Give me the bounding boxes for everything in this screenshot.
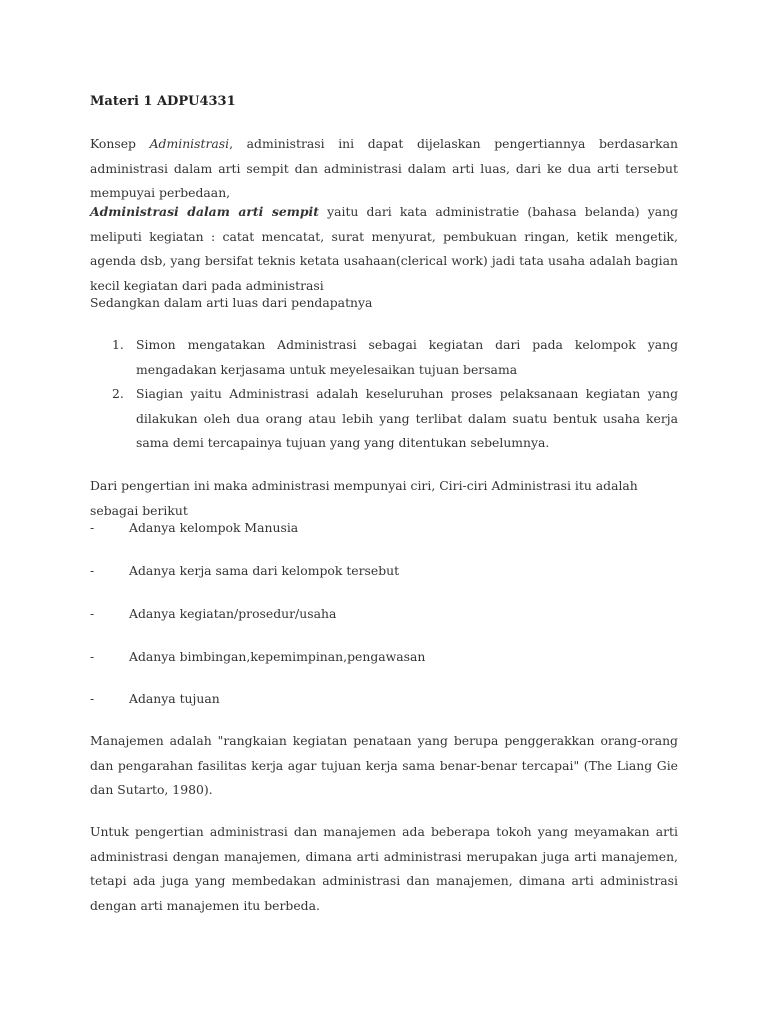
paragraph-konsep-italic: Administrasi xyxy=(149,136,230,151)
bullet-text: Adanya tujuan xyxy=(129,691,220,706)
numbered-item-2 xyxy=(90,382,678,456)
numbered-item-number: 2. xyxy=(112,386,124,401)
document-title: Materi 1 ADPU4331 xyxy=(90,94,236,109)
bullet-dash: - xyxy=(90,520,95,535)
numbered-item-number: 1. xyxy=(112,337,124,352)
bullet-dash: - xyxy=(90,649,95,664)
bullet-dash: - xyxy=(90,563,95,578)
bullet-text: Adanya kelompok Manusia xyxy=(129,520,299,535)
bullet-text: Adanya kerja sama dari kelompok tersebut xyxy=(129,563,400,578)
paragraph-arti-sempit-term: Administrasi dalam arti sempit xyxy=(90,204,319,219)
paragraph-konsep-post: , administrasi ini dapat dijelaskan pengertiannya berdasarkan administrasi dalam arti sempit dan administrasi dalam arti luas, dari ke dua arti tersebut mempuyai perbedaan, xyxy=(90,136,678,201)
bullet-dash: - xyxy=(90,691,95,706)
numbered-item-1 xyxy=(90,333,678,383)
bullet-text: Adanya bimbingan,kepemimpinan,pengawasan xyxy=(129,649,426,664)
paragraph-konsep xyxy=(90,132,678,206)
paragraph-konsep-pre: Konsep xyxy=(90,136,150,151)
numbered-item-text: Siagian yaitu Administrasi adalah keseluruhan proses pelaksanaan kegiatan yang dilakukan oleh dua orang atau lebih yang terlibat dalam suatu bentuk usaha kerja sama demi tercapainya tujuan yang yang ditentukan sebelumnya. xyxy=(136,386,678,451)
paragraph-arti-sempit xyxy=(90,200,678,298)
paragraph-arti-sempit-body: yaitu dari kata administratie (bahasa belanda) yang meliputi kegiatan : catat mencatat, surat menyurat, pembukuan ringan, ketik mengetik, agenda dsb, yang bersifat teknis ketata usahaan(clerical work) jadi tata usaha adalah bagian kecil kegiatan dari pada administrasi xyxy=(90,204,679,293)
numbered-item-text: Simon mengatakan Administrasi sebagai kegiatan dari pada kelompok yang mengadakan kerjasama untuk meyelesaikan tujuan bersama xyxy=(136,337,678,377)
paragraph-ciri-intro: Dari pengertian ini maka administrasi mempunyai ciri, Ciri-ciri Administrasi itu adalah sebagai berikut xyxy=(90,478,638,518)
paragraph-pengertian: Untuk pengertian administrasi dan manajemen ada beberapa tokoh yang meyamakan arti administrasi dengan manajemen, dimana arti administrasi merupakan juga arti manajemen, tetapi ada juga yang membedakan administrasi dan manajemen, dimana arti administrasi dengan arti manajemen itu berbeda. xyxy=(90,824,678,913)
bullet-text: Adanya kegiatan/prosedur/usaha xyxy=(129,606,337,621)
paragraph-manajemen: Manajemen adalah "rangkaian kegiatan penataan yang berupa penggerakkan orang-orang dan pengarahan fasilitas kerja agar tujuan kerja sama benar-benar tercapai" (The Liang Gie dan Sutarto, 1980). xyxy=(90,733,678,798)
bullet-dash: - xyxy=(90,606,95,621)
paragraph-arti-luas: Sedangkan dalam arti luas dari pendapatnya xyxy=(90,295,373,310)
